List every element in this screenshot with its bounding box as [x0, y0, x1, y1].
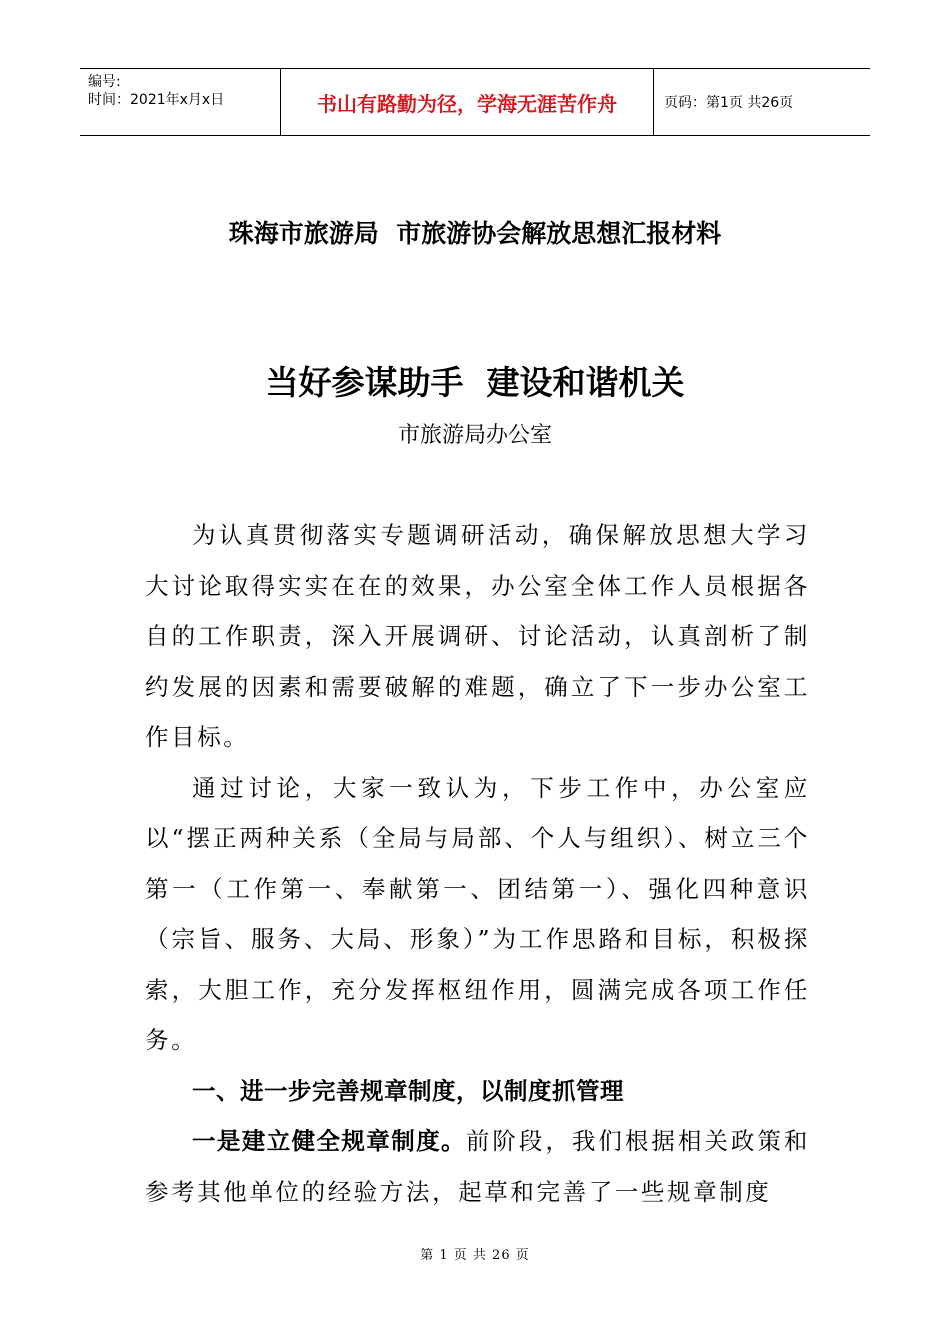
document-title: 珠海市旅游局 市旅游协会解放思想汇报材料 [228, 219, 722, 248]
page-footer: 第 1 页 共 26 页 [420, 1248, 530, 1263]
header-meta-cell [80, 69, 281, 135]
body-paragraph: 为认真贯彻落实专题调研活动，确保解放思想大学习大讨论取得实实在在的效果，办公室全体工作人员根据各自的工作职责，深入开展调研、讨论活动，认真剖析了制约发展的因素和需要破解的难题，确立了下一步办公室工作目标。 [145, 521, 810, 751]
author-line: 市旅游局办公室 [397, 423, 552, 448]
body-paragraph-with-lead [145, 1116, 810, 1217]
section-heading: 一、进一步完善规章制度，以制度抓管理 [192, 1076, 624, 1105]
paragraph-text: 前阶段，我们根据相关政策和参考其他单位的经验方法，起草和完善了一些规章制度 [145, 1127, 810, 1206]
body-paragraph: 通过讨论，大家一致认为，下步工作中，办公室应以“摆正两种关系（全局与局部、个人与组织）、树立三个第一（工作第一、奉献第一、团结第一）、强化四种意识（宗旨、服务、大局、形象）”为工作思路和目标，积极探索，大胆工作，充分发挥枢纽作用，圆满完成各项工作任务。 [145, 773, 810, 1054]
main-title: 当好参谋助手 建设和谐机关 [265, 363, 685, 402]
paragraph-lead: 一是建立健全规章制度。 [192, 1127, 466, 1155]
header-motto: 书山有路勤为径，学海无涯苦作舟 [281, 69, 654, 135]
number-label: 编号: [88, 74, 121, 90]
header-page-info: 页码：第1页 共26页 [664, 95, 794, 111]
document-body [145, 510, 810, 1217]
time-label: 时间：2021年x月x日 [88, 92, 225, 108]
document-header-table [80, 68, 870, 136]
